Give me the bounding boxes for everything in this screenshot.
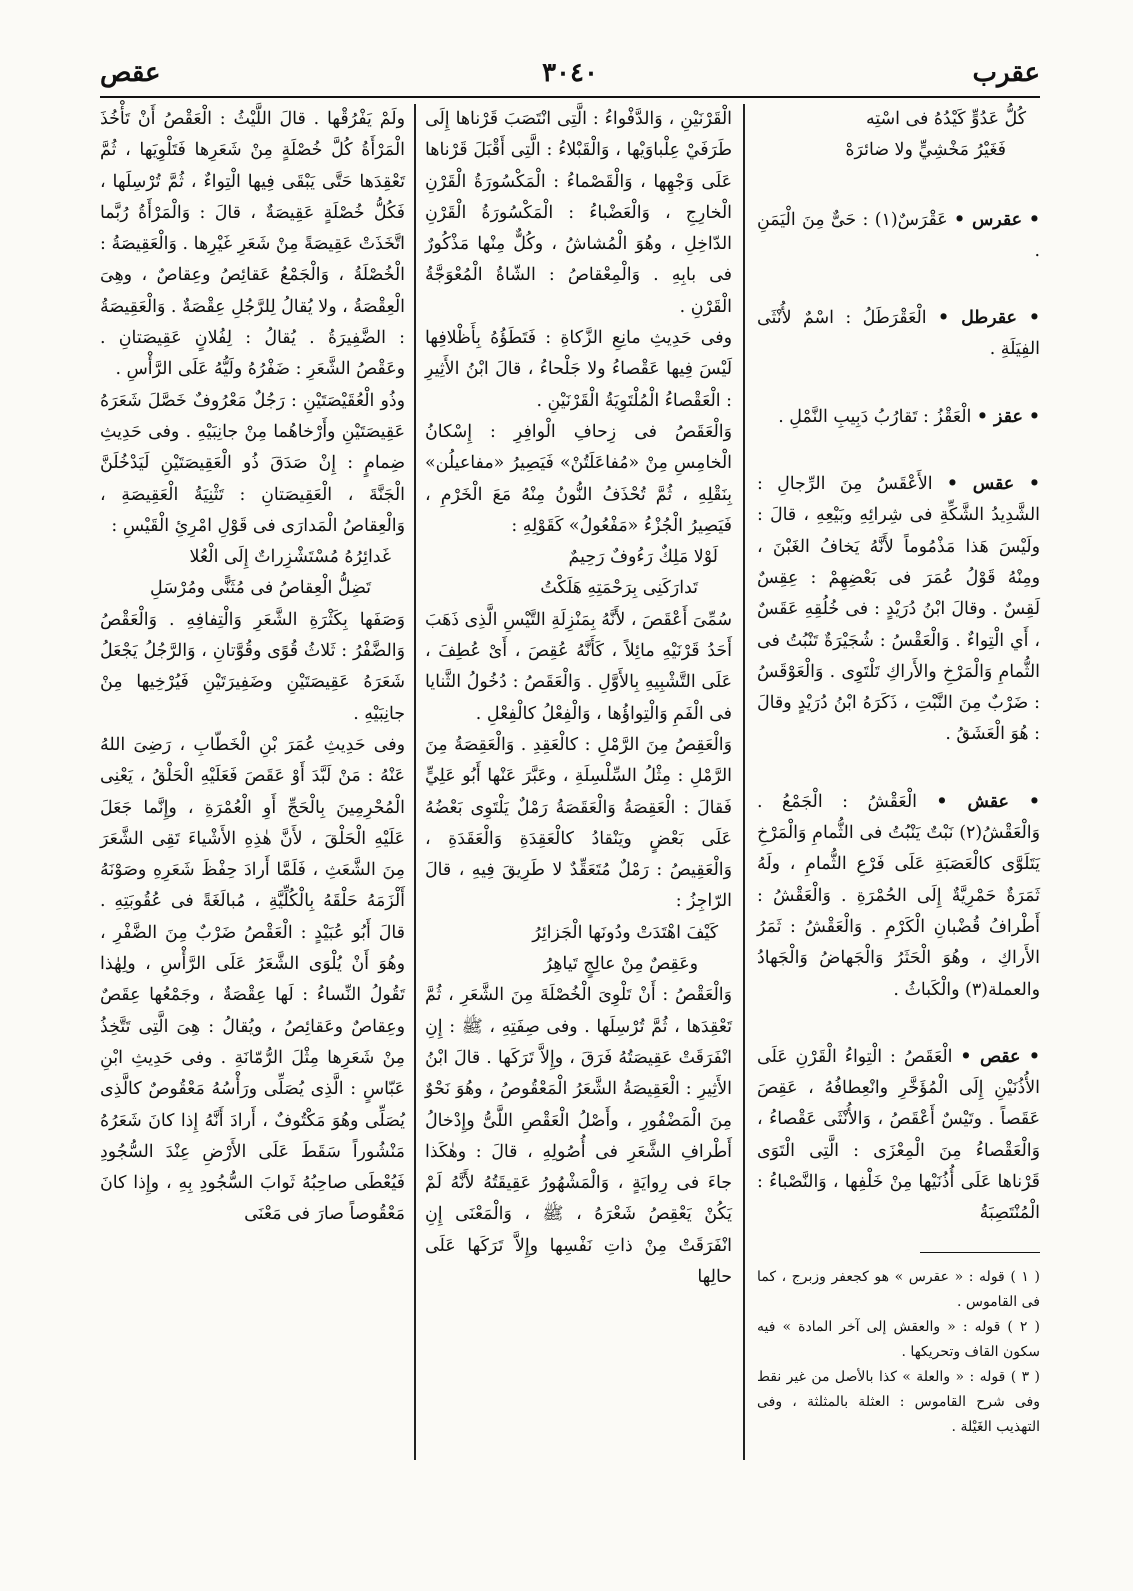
paragraph: وفى حَدِيثِ عُمَرَ بْنِ الْخَطّابِ ، رَضِىَ اللهُ عَنْهُ : مَنْ لَبَّدَ أَوْ عَقَصَ فَعَلَيْهِ الْحَلْقُ ، يَعْنِى الْمُحْرِمِينَ بِالْحَجِّ أَوِ الْعُمْرَةِ ، وإِنَّما جَعَلَ عَلَيْهِ الْحَلْقَ ، لأَنَّ هٰذِهِ الأَشْياءَ تَقِى الشَّعَرَ مِنَ الشَّعَثِ ، فَلَمَّا أَرادَ حِفْظَ شَعَرِهِ وصَوْنَهُ أَلْزَمَهُ حَلْقَهُ بِالْكُلِّيَّةِ ، مُبالَغَةً فى عُقُوبَتِهِ . قالَ أَبُو عُبَيْدٍ : الْعَقْصُ ضَرْبٌ مِنَ الضَّفْرِ ، وهُوَ أَنْ يُلْوَى الشَّعَرُ عَلَى الرَّأْسِ ، ولِهٰذا تَقُولُ النِّساءُ : لَها عِقْصَةٌ ، وجَمْعُها عِقَصٌ وعِقاصٌ وعَقائِصُ ، ويُقالُ : هِىَ الَّتِى تَتَّخِذُ مِنْ شَعَرِها مِثْلَ الرُّمّانَةِ . وفى حَدِيثِ ابْنِ عَبّاسٍ : الَّذِى يُصَلِّى ورَأْسُهُ مَعْقُوصٌ كالَّذِى يُصَلِّى وهُوَ مَكْتُوفٌ ، أَرادَ أَنَّهُ إِذا كانَ شَعَرُهُ مَنْشُوراً سَقَطَ عَلَى الأَرْضِ عِنْدَ السُّجُودِ فَيُعْطَى صاحِبُهُ ثَوابَ السُّجُودِ بِهِ ، وإِذا كانَ مَعْقُوصاً صارَ فى مَعْنَى (100, 734, 405, 1225)
verse-line: لَوْلا مَلِكٌ رَءُوفٌ رَحِيمٌ (568, 547, 718, 568)
headword: • عقز • (976, 406, 1040, 427)
verse-line: كَيْفَ اهْتَدَتْ ودُونَها الْجَزائِرُ (532, 922, 718, 943)
verse (425, 542, 732, 573)
left-column (100, 104, 405, 1231)
paragraph: وَالْعَقِصُ مِنَ الرَّمْلِ : كالْعَقِدِ . وَالْعَقِصَةُ مِنَ الرَّمْلِ : مِثْلُ السِّلْسِلَةِ ، وعَبَّرَ عَنْها أَبُو عَلِيٍّ فَقالَ : الْعَقِصَةُ وَالْعَقَصَةُ رَمْلٌ يَلْتَوِى بَعْضُهُ عَلَى بَعْضٍ ويَنْقادُ كالْعَقِدَةِ وَالْعَقَدَةِ ، وَالْعَقِيصُ : رَمْلٌ مُتَعَقِّدٌ لا طَرِيقَ فِيهِ ، قالَ الرّاجِزُ : (425, 734, 732, 912)
verse-line: كُلُّ عَدُوٍّ كَيْدُهُ فى اسْتِه (865, 109, 1026, 129)
dictionary-entry (757, 787, 1040, 1006)
footnote-rule (920, 1252, 1040, 1253)
entry-text: عَقْرَسٌ(١) : حَىٌّ مِنَ الْيَمَنِ . (757, 209, 1040, 261)
verse (100, 542, 405, 573)
headword: • عقرس • (954, 209, 1040, 230)
paragraph: وَصَفَها بِكَثْرَةِ الشَّعَرِ وَالْتِفافِهِ . وَالْعَقْصُ وَالضَّفْرُ : ثَلاثُ قُوًى وقُوَّتانِ ، وَالرَّجُلُ يَجْعَلُ شَعَرَهُ عَقِيصَتَيْنِ وضَفِيرَتَيْنِ فَيُرْخِيها مِنْ جانِبَيْهِ . (100, 609, 405, 724)
right-column (757, 104, 1040, 1440)
dictionary-entry (757, 205, 1040, 268)
verse-line: تَضِلُّ الْعِقاصُ فى مُثَنًّى ومُرْسَلِ (149, 578, 371, 599)
paragraph: وفى حَدِيثِ مانِعِ الزَّكاةِ : فَتَطَؤُهُ بِأَظْلافِها لَيْسَ فِيها عَقْصاءُ ولا جَلْحاءُ ، قالَ ابْنُ الأَثِيرِ : الْعَقْصاءُ الْمُلْتَوِيَةُ الْقَرْنَيْنِ . (425, 328, 732, 411)
verse (425, 918, 732, 949)
column-divider-left (414, 104, 416, 1460)
footnote: ( ١ ) قوله : « عقرس » هو كجعفر وزبرج ، كما فى القاموس . (757, 1268, 1040, 1310)
verse (425, 573, 732, 604)
header-rule (100, 96, 1040, 98)
entry-text: الْعَقَصُ : الْتِواءُ الْقَرْنِ عَلَى الأُذُنَيْنِ إِلَى الْمُؤَخَّرِ وانْعِطافُهُ ، عَقِصَ عَقَصاً . وتَيْسٌ أَعْقَصُ ، وَالأُنْثَى عَقْصاءُ ، وَالْعَقْصاءُ مِنَ الْمِعْزَى : الَّتِى الْتَوَى قَرْناها عَلَى أُذُنَيْها مِنْ خَلْفِها ، وَالنَّصْباءُ : الْمُنْتَصِبَةُ (757, 1046, 1040, 1224)
headword: • عقش • (936, 791, 1040, 812)
headword: • عقرطل • (938, 308, 1040, 329)
page-number: ٣٠٤٠ (542, 58, 598, 88)
verse-line: وعَقِصٌ مِنْ عالِجٍ تَياهِرُ (543, 954, 698, 975)
paragraph: ولَمْ يَفْرُقْها . قالَ اللَّيْثُ : الْعَقْصُ أَنْ تَأْخُذَ الْمَرْأَةُ كُلَّ خُصْلَةٍ مِنْ شَعَرِها فَتَلْوِيَها ، ثُمَّ تَعْقِدَها حَتَّى يَبْقَى فِيها الْتِواءٌ ، ثُمَّ تُرْسِلَها ، فَكُلُّ خُصْلَةٍ عَقِيصَةٌ ، قالَ : وَالْمَرْأَةُ رُبَّما اتَّخَذَتْ عَقِيصَةً مِنْ شَعَرِ غَيْرِها . وَالْعَقِيصَةُ : الْخُصْلَةُ ، وَالْجَمْعُ عَقائِصُ وعِقاصٌ ، وهِىَ الْعِقْصَةُ ، ولا يُقالُ لِلرَّجُلِ عِقْصَةٌ . وَالْعَقِيصَةُ : الضَّفِيرَةُ . يُقالُ : لِفُلانٍ عَقِيصَتانِ . وعَقْصُ الشَّعَرِ : ضَفْرُهُ ولَيُّهُ عَلَى الرَّأْسِ . (100, 109, 405, 380)
entry-text: الْعَقْشُ : الْجَمْعُ . وَالْعَقْشُ(٢) نَبْتٌ يَنْبُتُ فى الثُّمامِ وَالْمَرْخِ يَتَلَوَّى كالْعَصَبَةِ عَلَى فَرْعِ الثُّمامِ ، ولَهُ ثَمَرَةٌ حَمْرِيَّةٌ إِلَى الحُمْرَةِ . وَالْعَقْشُ : أَطْرافُ قُضْبانِ الْكَرْمِ . وَالْعَقْشُ : ثَمَرُ الأَراكِ ، وهُوَ الْحَثَرُ وَالْجَهاضُ وَالْجَهادُ والعملة(٣) والْكَباثُ . (757, 791, 1040, 1000)
entry-text: الْعَقْزُ : تَقارُبُ دَبِيبِ النَّمْلِ . (778, 406, 972, 427)
headword: • عقص • (960, 1046, 1040, 1067)
verse-line: فَغَيْرُ مَخْشِيٍّ ولا ضائرَهْ (845, 140, 1006, 161)
page-header (100, 58, 1040, 98)
verse-line: غَدائِرُهُ مُسْتَشْزِراتٌ إِلَى الْعُلا (189, 547, 391, 568)
dictionary-entry (757, 1042, 1040, 1230)
dictionary-entry (757, 303, 1040, 366)
dictionary-entry (757, 402, 1040, 433)
paragraph: الْقَرْنَيْنِ ، وَالدَّفْواءُ : الَّتِى انْتَصَبَ قَرْناها إِلَى طَرَفَيْ عِلْباوَيْها ، وَالْقَبْلاءُ : الَّتِى أَقْبَلَ قَرْناها عَلَى وَجْهِها ، وَالْقَصْماءُ : الْمَكْسُورَةُ الْقَرْنِ الْخارِجِ ، وَالْعَضْباءُ : الْمَكْسُورَةُ الْقَرْنِ الدّاخِلِ ، وهُوَ الْمُشاشُ ، وكُلٌّ مِنْها مَذْكُورٌ فى بابِهِ . وَالْمِعْقاصُ : الشّاةُ الْمُعْوَجَّةُ الْقَرْنِ . (425, 109, 732, 317)
footnote: ( ٢ ) قوله : « والعقش إلى آخر المادة » فيه سكون القاف وتحريكها . (757, 1318, 1040, 1360)
footnote: ( ٣ ) قوله : « والعلة » كذا بالأصل من غير نقط وفى شرح القاموس : العثلة بالمثلثة ، وفى التهذيب الغَيْلة . (757, 1368, 1040, 1435)
dictionary-entry (757, 469, 1040, 751)
verse (757, 135, 1040, 166)
verse (100, 573, 405, 604)
verse-line: تَدارَكَنِى بِرَحْمَتِهِ هَلَكْتُ (540, 578, 698, 599)
entry-text: الأَعْقَسُ مِنَ الرِّجالِ : الشَّدِيدُ الشَّكِّةِ فى شِرائِهِ وبَيْعِهِ ، قالَ : ولَيْسَ هَذا مَذْمُوماً لأَنَّهُ يَخافُ الغَبْنَ ، ومِنْهُ قَوْلُ عُمَرَ فى بَعْضِهِمْ : عِقِسٌ لَقِسٌ . وقالَ ابْنُ دُرَيْدٍ : فى خُلُقِهِ عَقَسٌ ، أَي الْتِواءٌ . وَالْعَقْسُ : شُجَيْرَةٌ تَنْبُتُ فى الثُّمامِ وَالْمَرْخِ والأَراكِ تَلْتَوِى . وَالْعَوْقَسُ : ضَرْبٌ مِنَ النَّبْتِ ، ذَكَرَهُ ابْنُ دُرَيْدٍ وقالَ : هُوَ الْعَشَقُ . (757, 474, 1040, 745)
headword: • عقس • (946, 474, 1040, 495)
paragraph: وَالْعَقْصُ : أَنْ تَلْوِىَ الْخُصْلَةَ مِنَ الشَّعَرِ ، ثُمَّ تَعْقِدَها ، ثُمَّ تُرْسِلَها . وفى صِفَتِهِ ، ﷺ : إِنِ انْفَرَقَتْ عَقِيصَتُهُ فَرَقَ ، وإِلاَّ تَرَكَها . قالَ ابْنُ الأَثِيرِ : الْعَقِيصَةُ الشَّعَرُ الْمَعْقُوصُ ، وهُوَ نَحْوٌ مِنَ الْمَضْفُورِ ، وأَصْلُ الْعَقْصِ اللَّىُّ وإِدْخالُ أَطْرافِ الشَّعَرِ فى أُصُولِهِ ، قالَ : وهٰكَذا جاءَ فى رِوايَةٍ ، وَالْمَشْهُورُ عَقِيقَتُهُ لأَنَّهُ لَمْ يَكُنْ يَعْقِصُ شَعْرَهُ ، ﷺ ، وَالْمَعْنَى إِنِ انْفَرَقَتْ مِنْ ذاتِ نَفْسِها وإِلاَّ تَرَكَها عَلَى حالِها (425, 985, 732, 1287)
column-divider-right (743, 104, 745, 1460)
verse (757, 104, 1040, 135)
verse (425, 949, 732, 980)
paragraph: وَالْعَقَصُ فى زِحافِ الْوافِرِ : إِسْكانُ الْخامِسِ مِنْ «مُفاعَلَتُنْ» فَيَصِيرُ «مفاعيلُن» بِنَقْلِهِ ، ثُمَّ تُحْذَفُ النُّونُ مِنْهُ مَعَ الْخَرْمِ ، فَيَصِيرُ الْجُزْءُ «مَفْعُولُ» كَقَوْلِهِ : (425, 421, 732, 536)
middle-column (425, 104, 732, 1293)
paragraph: وذُو الْعُقَيْصَتَيْنِ : رَجُلٌ مَعْرُوفٌ خَصَّلَ شَعَرَهُ عَقِيصَتَيْنِ وأَرْخاهُما مِنْ جانِبَيْهِ . وفى حَدِيثِ ضِمامٍ : إِنْ صَدَقَ ذُو الْعَقِيصَتَيْنِ لَيَدْخُلَنَّ الْجَنَّةَ ، الْعَقِيصَتانِ : تَثْنِيَةُ الْعَقِيصَةِ ، وَالْعِقاصُ الْمَدارَى فى قَوْلِ امْرِئِ الْقَيْسِ : (100, 390, 405, 536)
header-first-word: عقرب (972, 58, 1040, 88)
header-last-word: عقص (100, 58, 161, 88)
paragraph: سُمِّىَ أَعْقَصَ ، لأَنَّهُ بِمَنْزِلَةِ التَّيْسِ الَّذِى ذَهَبَ أَحَدُ قَرْنَيْهِ مائِلاً ، كَأَنَّهُ عُقِصَ ، أَىْ عُطِفَ ، عَلَى التَّشْبِيهِ بِالأَوَّلِ . وَالْعَقَصُ : دُخُولُ الثَّنايا فى الْفَمِ وَالْتِواؤُها ، وَالْفِعْلُ كالْفِعْلِ . (425, 609, 732, 724)
entry-text: الْعَقْرَطَلُ : اسْمٌ لأُنْثَى الفِيَلَةِ . (757, 308, 1040, 360)
